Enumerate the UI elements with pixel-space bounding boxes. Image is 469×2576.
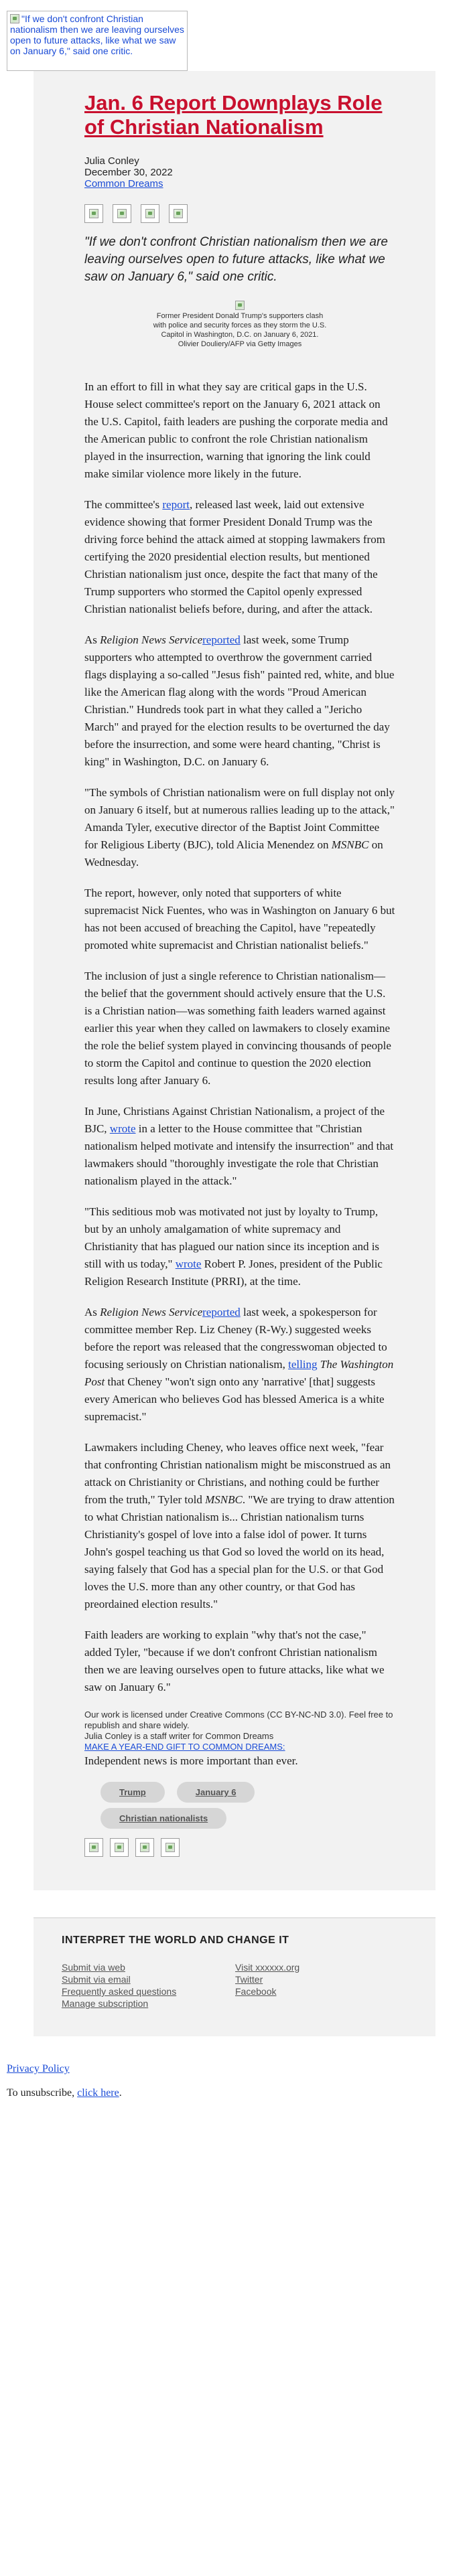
report-link[interactable]: report [162,498,190,511]
article-title [84,91,395,139]
visit-site-link[interactable]: Visit xxxxxx.org [235,1962,300,1973]
faq-link[interactable]: Frequently asked questions [62,1986,177,1997]
newsletter-footer [34,1917,436,2036]
photo-caption: Former President Donald Trump's supporters clash with police and security forces as they storm the U.S. Capitol in Washington, D.C. on January 6, 2021. Olivier Douliery/AFP via Getty Images [153,312,327,348]
share-twitter-button-bottom[interactable] [110,1838,129,1857]
paragraph-2-text-a: The committee's [84,498,163,511]
paragraph-4-network: MSNBC [331,838,369,851]
email-icon [145,209,155,218]
unsubscribe-line [7,2087,469,2099]
reported-link-2[interactable]: reported [202,1306,241,1318]
submit-via-email-link[interactable]: Submit via email [62,1974,131,1985]
paragraph-8-text-b: Robert P. Jones, president of the Public Religion Research Institute (PRRI), at the time. [84,1258,383,1288]
paragraph-9-text-b: last week, a spokesperson for committee member Rep. Liz Cheney (R-Wy.) suggested weeks before the report was released that the congresswoman objected to focusing seriously on Christian nationalism, [84,1306,387,1371]
license-note [84,1710,395,1752]
staff-text: Julia Conley is a staff writer for Common Dreams [84,1731,274,1741]
email-icon [140,1843,149,1852]
paragraph-4-text-a: "The symbols of Christian nationalism were on full display not only on January 6 itself, but at numerous rallies leading up to the attack," Amanda Tyler, executive director of the Baptist Joint Committee for Religious Liberty (BJC), told Alicia Menendez on [84,786,395,851]
share-email-button-bottom[interactable] [135,1838,154,1857]
article-container [34,71,436,1890]
paragraph-9-newspaper: The Washington Post [84,1358,394,1388]
footer-links-left [62,1961,235,2010]
paragraph-9-publication: Religion News Service [100,1306,203,1318]
facebook-link[interactable]: Facebook [235,1986,277,1997]
link-icon [174,209,183,218]
share-link-button[interactable] [169,204,188,223]
paragraph-3-publication: Religion News Service [100,633,203,646]
share-link-button-bottom[interactable] [161,1838,180,1857]
photo-broken-image-icon [235,301,245,310]
paragraph-2 [84,496,395,618]
paragraph-11: Faith leaders are working to explain "why that's not the case," added Tyler, "because if we don't confront Christian nationalism then we are leaving ourselves open to future attacks, like what we saw on January 6." [84,1628,385,1693]
paragraph-9-text-a: As [84,1306,100,1318]
link-icon [165,1843,175,1852]
hero-image[interactable] [7,11,188,71]
share-facebook-button[interactable] [84,204,103,223]
manage-subscription-link[interactable]: Manage subscription [62,1998,149,2009]
paragraph-8-text-a: "This seditious mob was motivated not just by loyalty to Trump, but by an unholy amalgamation of white supremacy and Christianity that has plagued our nation since its inception and is still with us today," [84,1205,380,1270]
twitter-icon [117,209,127,218]
broken-image-icon [10,14,19,23]
source-link[interactable]: Common Dreams [84,178,163,190]
tag-christian-nationalists[interactable]: Christian nationalists [100,1808,226,1829]
article-title-link[interactable]: Jan. 6 Report Downplays Role of Christian Nationalism [84,91,383,139]
year-end-gift-link[interactable]: MAKE A YEAR-END GIFT TO COMMON DREAMS: [84,1742,285,1752]
paragraph-7 [84,1103,395,1190]
privacy-section [7,2063,469,2075]
share-twitter-button[interactable] [113,204,131,223]
paragraph-3-text-a: As [84,633,100,646]
tag-january-6[interactable]: January 6 [177,1782,255,1803]
photo-caption-block [153,301,327,349]
paragraph-8 [84,1203,395,1290]
share-email-button[interactable] [141,204,159,223]
reported-link-1[interactable]: reported [202,633,241,646]
paragraph-7-text-b: in a letter to the House committee that "Christian nationalism helped motivate and intensify the insurrection" and that lawmakers should "thoroughly investigate the role that Christian nationalism played in the attack." [84,1122,394,1187]
share-facebook-button-bottom[interactable] [84,1838,103,1857]
tag-list [84,1782,395,1829]
paragraph-2-text-b: , released last week, laid out extensive evidence showing that former President Donald Trump was the driving force behind the attack aimed at stopping lawmakers from certifying the 2020 presidential election results, but mentioned Christian nationalism just once, despite the fact that many of the Trump supporters who stormed the Capitol openly expressed Christian nationalist beliefs before, during, and after the attack. [84,498,385,615]
privacy-policy-link[interactable]: Privacy Policy [7,2063,70,2074]
paragraph-4 [84,784,395,871]
facebook-icon [89,1843,98,1852]
article-meta [84,155,395,190]
paragraph-7-text-a: In June, Christians Against Christian Nationalism, a project of the BJC, [84,1105,385,1135]
tag-trump[interactable]: Trump [100,1782,165,1803]
twitter-icon [115,1843,124,1852]
paragraph-4-text-b: on Wednesday. [84,838,383,868]
footer-links-right [235,1961,409,2010]
paragraph-9 [84,1304,395,1426]
facebook-icon [89,209,98,218]
pull-quote: "If we don't confront Christian nationalism then we are leaving ourselves open to future attacks, like what we saw on January 6," said one critic. [84,235,388,284]
unsubscribe-end: . [119,2087,122,2099]
paragraph-6: The inclusion of just a single reference to Christian nationalism—the belief that the government should actively ensure that the U.S. is a Christian nation—was something faith leaders warned against earlier this year when they called on lawmakers to closely examine the role the belief system played in convincing thousands of people to storm the Capitol and continue to question the 2020 election results long after January 6. [84,970,391,1087]
author-name: Julia Conley [84,155,139,167]
submit-via-web-link[interactable]: Submit via web [62,1962,125,1973]
independent-news-text: Independent news is more important than ever. [84,1754,298,1767]
paragraph-10-network: MSNBC [205,1493,243,1506]
wrote-link-1[interactable]: wrote [109,1122,136,1135]
paragraph-5: The report, however, only noted that supporters of white supremacist Nick Fuentes, who was in Washington on January 6 but has not been accused of breaching the Capitol, have "repeatedly promoted white supremacist and Christian nationalist beliefs." [84,887,395,952]
article-body [84,378,395,1696]
paragraph-10-text-a: Lawmakers including Cheney, who leaves office next week, "fear that confronting Christian nationalism might be misconstrued as an attack on Christianity or Christians, and nothing could be further from the truth," Tyler told [84,1441,391,1506]
license-text: Our work is licensed under Creative Commons (CC BY-NC-ND 3.0). Feel free to republish and share widely. [84,1710,393,1730]
paragraph-9-text-c: that Cheney "won't sign onto any 'narrative' [that] suggests every American who believes God has blessed America is a white supremacist." [84,1375,385,1423]
paragraph-3-text-b: last week, some Trump supporters who attempted to overthrow the government carried flags displaying a so-called "Jesus fish" painted red, white, and blue like the American flag along with the words "Proud American Christian." Hundreds took part in what they called a "Jericho March" and prayed for the election results to be overturned the day before the insurrection, and some were heard chanting, "Christ is king" in Washington, D.C. on January 6. [84,633,395,768]
hero-image-alt-text: "If we don't confront Christian nationalism then we are leaving ourselves open to future attacks, like what we saw on January 6," said one critic. [10,13,184,56]
share-row-bottom [84,1838,395,1857]
unsubscribe-link[interactable]: click here [77,2087,119,2099]
paragraph-10-text-b: . "We are trying to draw attention to what Christian nationalism is... Christian nationalism turns Christianity's gospel of love into a false idol of power. It turns John's gospel teaching us that God so loved the world on its head, saying falsely that God has a special plan for the U.S. or that God loves the U.S. more than any other country, or that God has preordained election results." [84,1493,395,1610]
paragraph-3 [84,631,395,771]
telling-link[interactable]: telling [288,1358,318,1371]
wrote-link-2[interactable]: wrote [175,1258,202,1270]
paragraph-10 [84,1439,395,1613]
publish-date: December 30, 2022 [84,167,173,178]
footer-heading: INTERPRET THE WORLD AND CHANGE IT [62,1935,289,1946]
share-row-top [84,204,395,223]
unsubscribe-text: To unsubscribe, [7,2087,78,2099]
paragraph-1: In an effort to fill in what they say are critical gaps in the U.S. House select committee's report on the January 6, 2021 attack on the U.S. Capitol, faith leaders are pushing the corporate media and the American public to confront the role Christian nationalism played in the insurrection, warning that ignoring the link could make similar violence more likely in the future. [84,380,388,480]
twitter-link[interactable]: Twitter [235,1974,263,1985]
